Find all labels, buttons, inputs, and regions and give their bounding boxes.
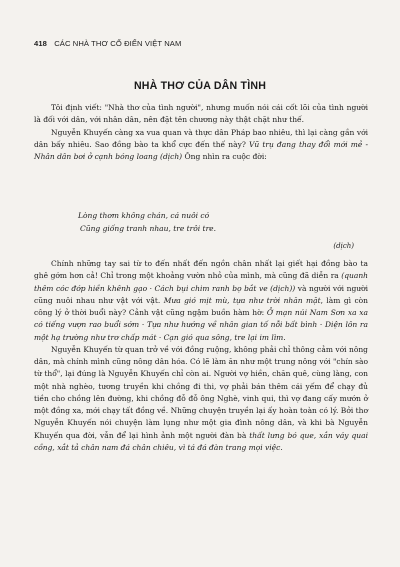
paragraph-4-quote: thất lưng bó que, xắn váy quai cồng, xắt tả chân nam đá chân chiêu, vì tá đá đàn trang mọi việc. xyxy=(34,430,368,452)
paragraph-1: Tôi định viết: "Nhà thơ của tình người", nhưng muốn nói cái cốt lõi của tình người là đối với dân, với nhân dân, nên đặt tên chương này thật chặt như thế. xyxy=(34,103,368,125)
paragraph-4-text: Nguyễn Khuyến từ quan trở về với đồng ruộng, không phải chỉ thông cảm với nông dân, mà chính mình cũng nông dân hóa. Có lẽ làm ăn như một trung nông với "chín sào từ thổ", lại đúng là Nguyễn Khuyến chỉ còn ai. Người vợ hiền, chăn quê, cùng làng, con một nhà nghèo, tương truyền khi chồng đi thi, vợ phải bán thêm cái yếm để chạy đủ tiền cho chồng lên đường, khi chồng đỗ đỗ ông Nghè, vinh qui, thì vợ đang cấy mướn ở một đồng xa, mới chạy tất đồng về. Những chuyện truyền lại ấy hoàn toàn có lý. Bởi thơ Nguyễn Khuyến nói chuyện làm lụng như một gia đình nông dân, và khi bà Nguyễn Khuyến qua đời, vẫn để lại hình ảnh một người đàn bà xyxy=(34,344,368,440)
paragraph-2-tail: Ông nhìn ra cuộc đời: xyxy=(182,152,267,161)
paragraph-3-text-3: , làm gì còn công lý ở thời buổi này? Cảnh vật cũng ngậm buồn hàm hờ: xyxy=(34,295,369,317)
paragraph-2-text: Nguyễn Khuyến càng xa vua quan và thực dân Pháp bao nhiêu, thì lại càng gần với dân bấy nhiêu. Sao đồng bào ta khổ cực đến thế này? xyxy=(34,127,368,149)
paragraph-3-quote-2: Mưa gió mịt mù, tựa như trời nhăn mặt xyxy=(163,295,321,305)
page-number: 418 xyxy=(34,39,47,48)
paragraph-2-quote: Vũ trụ đang thay đổi mới mẻ - Nhân dân bơi ở cạnh bóng loang (dịch) xyxy=(34,139,368,161)
running-header xyxy=(34,39,181,48)
verse-line-1: Lòng thơm không chán, cá nuôi có xyxy=(78,211,210,220)
paragraph-3-text: Chính những tay sai từ to đến nhất đến ngồn chân nhất lại giết hại đồng bào ta ghê gớm hơn cả! Chỉ trong một khoảng vườn nhỏ của mình, mà cũng đã diễn ra xyxy=(34,259,368,281)
paragraph-4 xyxy=(34,344,368,454)
paragraph-3-quote-3: Ở mạn núi Nam Sơn xa xa có tiếng vượn rao buổi sớm · Tựa như hướng về nhân gian tố nỗi bất bình · Diện lôn ra một hạ trường như trơ chấp mát · Cạn gió qua sông, tre lại im lìm. xyxy=(34,308,368,342)
paragraph-2 xyxy=(34,127,368,164)
translation-note: (dịch) xyxy=(333,242,354,250)
paragraph-3-text-2: và người với người cũng nuôi nhau như vật với vật. xyxy=(34,283,368,305)
paragraph-3-quote-1: (quanh thêm cóc đớp hiền khênh gạo · Cách bụi chim ranh bọ bắt ve (dịch)) xyxy=(34,271,368,293)
body-text-top xyxy=(34,102,368,163)
chapter-title: NHÀ THƠ CỦA DÂN TÌNH xyxy=(133,80,267,92)
body-text-bottom xyxy=(34,258,368,454)
running-title: CÁC NHÀ THƠ CỔ ĐIỂN VIỆT NAM xyxy=(54,39,182,48)
verse-line-2: Cũng giống tranh nhau, tre trôi tre. xyxy=(80,224,216,233)
paragraph-3 xyxy=(34,258,368,344)
verse-block xyxy=(78,209,338,235)
